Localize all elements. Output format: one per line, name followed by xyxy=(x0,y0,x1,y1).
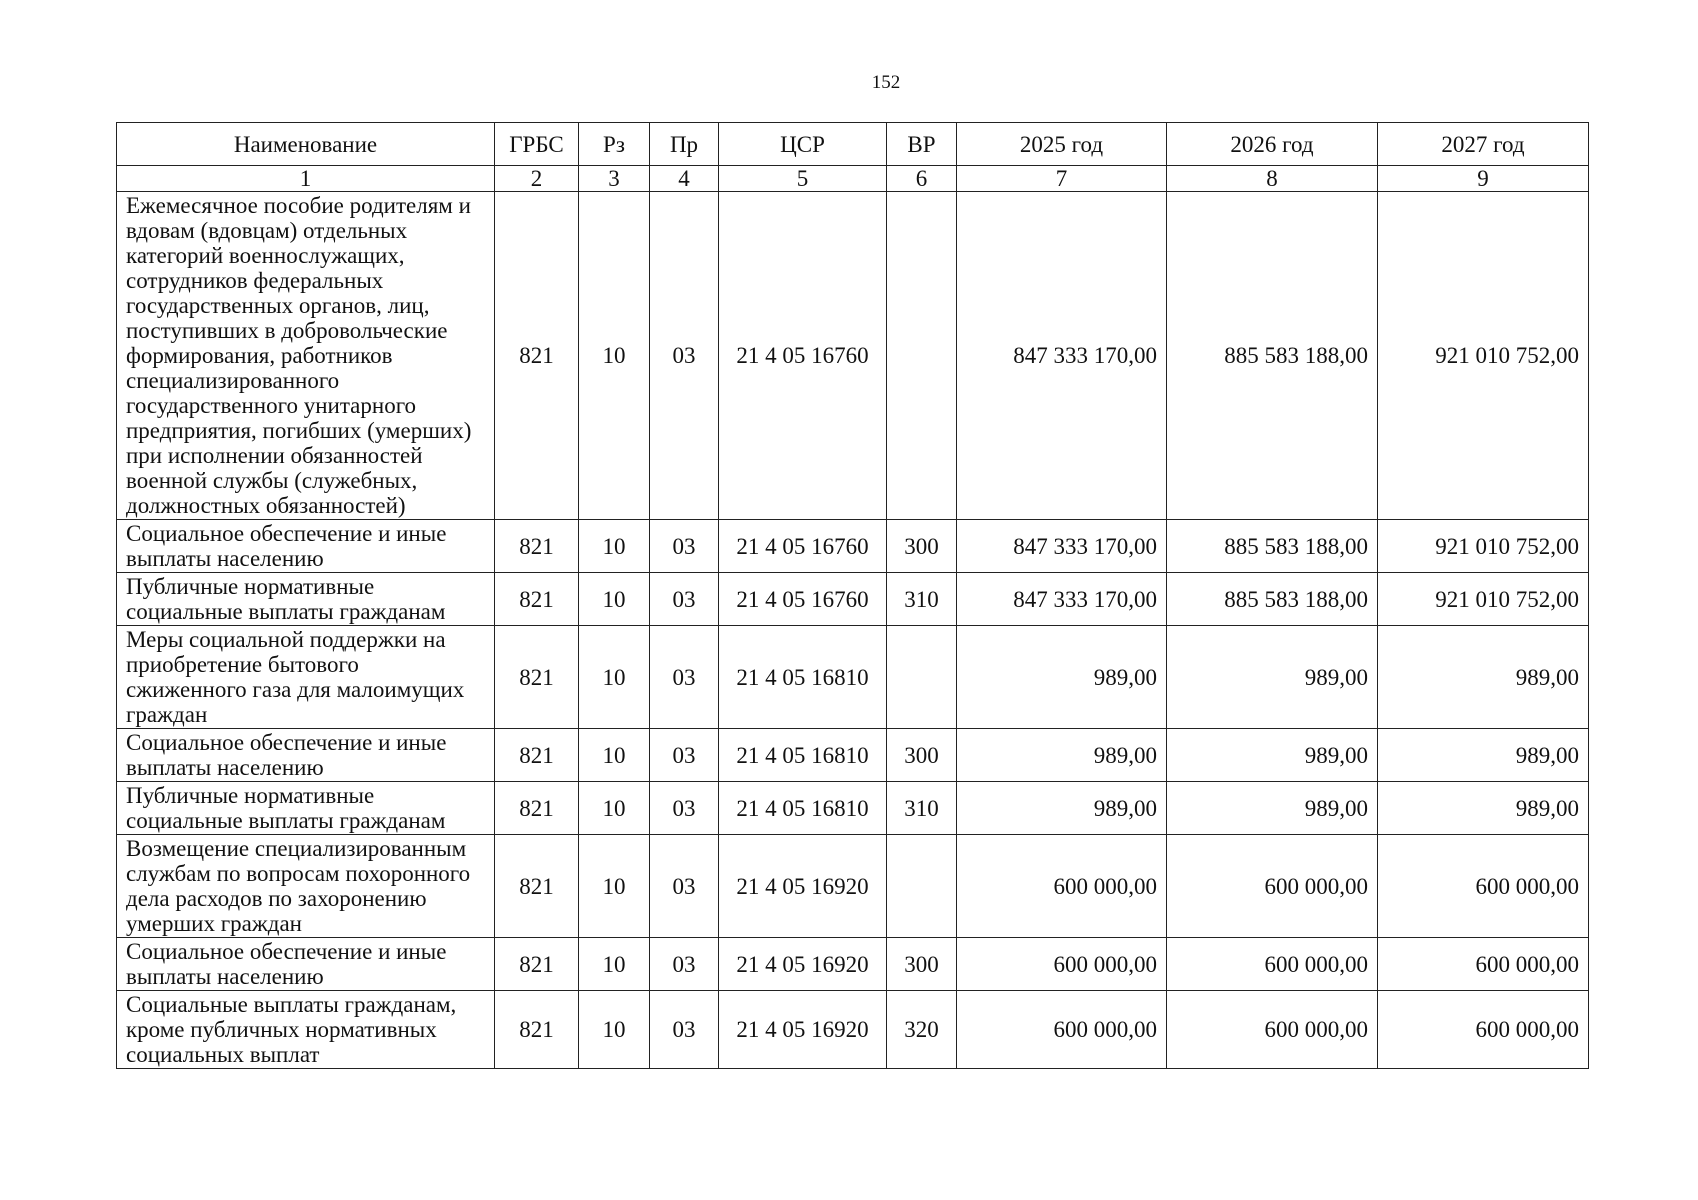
row-2027: 600 000,00 xyxy=(1378,835,1589,938)
header-pr: Пр xyxy=(650,123,719,166)
row-vr: 320 xyxy=(887,991,957,1069)
row-csr: 21 4 05 16760 xyxy=(719,573,887,626)
header-rz: Рз xyxy=(579,123,650,166)
row-2026: 885 583 188,00 xyxy=(1167,573,1378,626)
row-2025: 989,00 xyxy=(957,782,1167,835)
table-row xyxy=(117,729,1589,782)
column-number: 3 xyxy=(579,166,650,192)
row-name: Социальные выплаты гражданам, кроме публичных нормативных социальных выплат xyxy=(117,991,495,1069)
row-csr: 21 4 05 16760 xyxy=(719,520,887,573)
row-pr: 03 xyxy=(650,729,719,782)
row-name: Возмещение специализированным службам по вопросам похоронного дела расходов по захоронению умерших граждан xyxy=(117,835,495,938)
row-name: Социальное обеспечение и иные выплаты населению xyxy=(117,938,495,991)
row-2025: 847 333 170,00 xyxy=(957,192,1167,520)
row-vr xyxy=(887,626,957,729)
row-pr: 03 xyxy=(650,835,719,938)
table-row xyxy=(117,573,1589,626)
row-pr: 03 xyxy=(650,626,719,729)
header-2027: 2027 год xyxy=(1378,123,1589,166)
row-rz: 10 xyxy=(579,729,650,782)
row-rz: 10 xyxy=(579,991,650,1069)
row-grbs: 821 xyxy=(495,938,579,991)
header-name: Наименование xyxy=(117,123,495,166)
row-2025: 989,00 xyxy=(957,626,1167,729)
row-pr: 03 xyxy=(650,782,719,835)
row-rz: 10 xyxy=(579,835,650,938)
table-row xyxy=(117,626,1589,729)
row-grbs: 821 xyxy=(495,573,579,626)
column-number: 2 xyxy=(495,166,579,192)
row-2026: 989,00 xyxy=(1167,782,1378,835)
row-2025: 600 000,00 xyxy=(957,835,1167,938)
row-2027: 600 000,00 xyxy=(1378,938,1589,991)
column-number: 4 xyxy=(650,166,719,192)
row-name: Публичные нормативные социальные выплаты гражданам xyxy=(117,573,495,626)
table-row xyxy=(117,991,1589,1069)
row-vr xyxy=(887,835,957,938)
row-2025: 600 000,00 xyxy=(957,938,1167,991)
row-rz: 10 xyxy=(579,520,650,573)
row-2027: 921 010 752,00 xyxy=(1378,573,1589,626)
row-name: Социальное обеспечение и иные выплаты населению xyxy=(117,520,495,573)
row-pr: 03 xyxy=(650,938,719,991)
table-row xyxy=(117,520,1589,573)
row-2026: 885 583 188,00 xyxy=(1167,520,1378,573)
row-rz: 10 xyxy=(579,626,650,729)
row-name: Ежемесячное пособие родителям и вдовам (вдовцам) отдельных категорий военнослужащих, сотрудников федеральных государственных органов, лиц, поступивших в добровольческие формирования, работников специализированного государственного унитарного предприятия, погибших (умерших) при исполнении обязанностей военной службы (служебных, должностных обязанностей) xyxy=(117,192,495,520)
row-2026: 885 583 188,00 xyxy=(1167,192,1378,520)
header-row xyxy=(117,123,1589,166)
row-2027: 600 000,00 xyxy=(1378,991,1589,1069)
row-2027: 989,00 xyxy=(1378,626,1589,729)
table-row xyxy=(117,782,1589,835)
row-2027: 921 010 752,00 xyxy=(1378,192,1589,520)
row-vr: 310 xyxy=(887,782,957,835)
header-vr: ВР xyxy=(887,123,957,166)
row-2026: 989,00 xyxy=(1167,729,1378,782)
row-grbs: 821 xyxy=(495,520,579,573)
column-number: 6 xyxy=(887,166,957,192)
table-row xyxy=(117,192,1589,520)
row-2027: 989,00 xyxy=(1378,782,1589,835)
row-name: Меры социальной поддержки на приобретение бытового сжиженного газа для малоимущих граждан xyxy=(117,626,495,729)
row-name: Публичные нормативные социальные выплаты гражданам xyxy=(117,782,495,835)
column-number-row xyxy=(117,166,1589,192)
row-vr: 300 xyxy=(887,938,957,991)
header-2025: 2025 год xyxy=(957,123,1167,166)
row-pr: 03 xyxy=(650,573,719,626)
row-rz: 10 xyxy=(579,782,650,835)
row-grbs: 821 xyxy=(495,991,579,1069)
column-number: 5 xyxy=(719,166,887,192)
row-2027: 921 010 752,00 xyxy=(1378,520,1589,573)
row-2025: 847 333 170,00 xyxy=(957,573,1167,626)
row-csr: 21 4 05 16810 xyxy=(719,782,887,835)
header-2026: 2026 год xyxy=(1167,123,1378,166)
row-pr: 03 xyxy=(650,991,719,1069)
row-grbs: 821 xyxy=(495,192,579,520)
row-2025: 847 333 170,00 xyxy=(957,520,1167,573)
row-2026: 600 000,00 xyxy=(1167,835,1378,938)
row-2026: 989,00 xyxy=(1167,626,1378,729)
budget-table xyxy=(116,122,1589,1069)
row-vr: 300 xyxy=(887,729,957,782)
table-row xyxy=(117,938,1589,991)
row-vr: 310 xyxy=(887,573,957,626)
row-rz: 10 xyxy=(579,938,650,991)
row-csr: 21 4 05 16810 xyxy=(719,729,887,782)
row-csr: 21 4 05 16810 xyxy=(719,626,887,729)
row-pr: 03 xyxy=(650,192,719,520)
row-2026: 600 000,00 xyxy=(1167,991,1378,1069)
page-number: 152 xyxy=(871,72,901,93)
row-vr xyxy=(887,192,957,520)
row-pr: 03 xyxy=(650,520,719,573)
row-csr: 21 4 05 16920 xyxy=(719,835,887,938)
row-rz: 10 xyxy=(579,192,650,520)
column-number: 8 xyxy=(1167,166,1378,192)
row-grbs: 821 xyxy=(495,835,579,938)
row-csr: 21 4 05 16920 xyxy=(719,991,887,1069)
column-number: 9 xyxy=(1378,166,1589,192)
header-grbs: ГРБС xyxy=(495,123,579,166)
row-vr: 300 xyxy=(887,520,957,573)
row-2026: 600 000,00 xyxy=(1167,938,1378,991)
table-row xyxy=(117,835,1589,938)
row-2025: 989,00 xyxy=(957,729,1167,782)
column-number: 7 xyxy=(957,166,1167,192)
row-2027: 989,00 xyxy=(1378,729,1589,782)
row-grbs: 821 xyxy=(495,729,579,782)
row-name: Социальное обеспечение и иные выплаты населению xyxy=(117,729,495,782)
row-csr: 21 4 05 16760 xyxy=(719,192,887,520)
header-csr: ЦСР xyxy=(719,123,887,166)
row-2025: 600 000,00 xyxy=(957,991,1167,1069)
column-number: 1 xyxy=(117,166,495,192)
row-grbs: 821 xyxy=(495,626,579,729)
row-csr: 21 4 05 16920 xyxy=(719,938,887,991)
row-rz: 10 xyxy=(579,573,650,626)
row-grbs: 821 xyxy=(495,782,579,835)
